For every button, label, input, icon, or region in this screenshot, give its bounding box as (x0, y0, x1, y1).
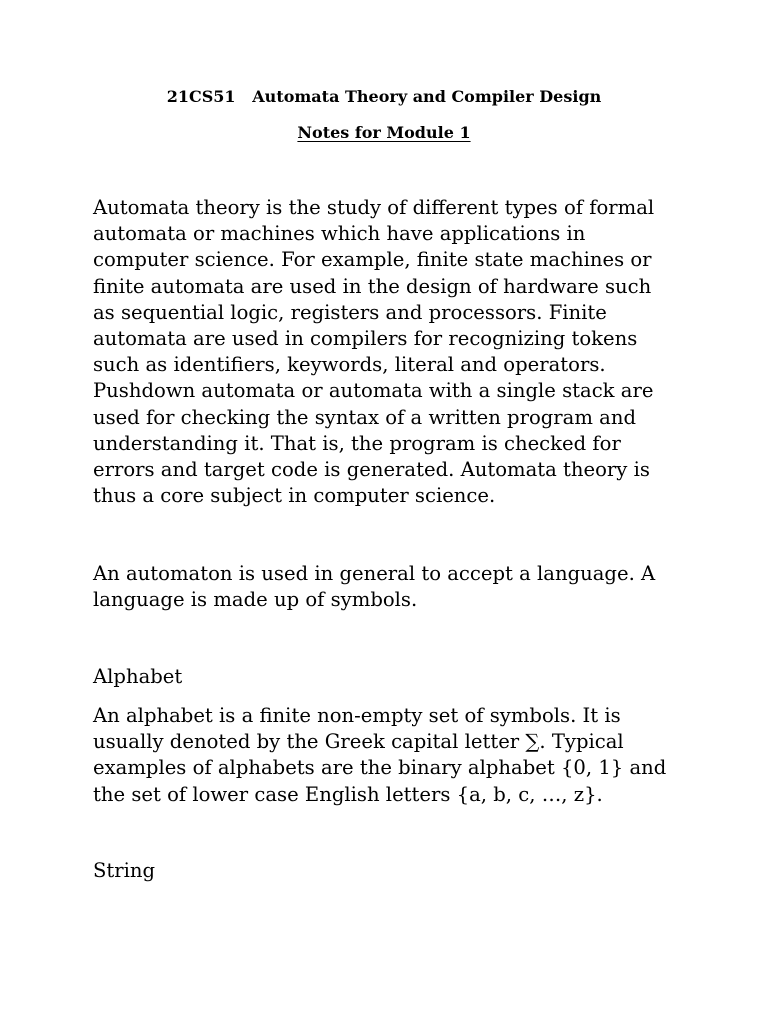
text-line: errors and target code is generated. Automata theory is (93, 458, 650, 482)
alphabet-paragraph (93, 703, 693, 808)
text-line: understanding it. That is, the program is checked for (93, 431, 621, 455)
text-line: Automata theory is the study of different types of formal (93, 196, 655, 219)
text-line: as sequential logic, registers and processors. Finite (93, 300, 607, 324)
alphabet-heading: Alphabet (93, 665, 183, 688)
intro-paragraph (93, 195, 693, 509)
text-line: the set of lower case English letters {a, b, c, …, z}. (93, 782, 603, 806)
text-line: An automaton is used in general to accept a language. A (93, 562, 656, 585)
text-line: such as identifiers, keywords, literal and operators. (93, 353, 606, 377)
text-line: examples of alphabets are the binary alphabet {0, 1} and (93, 756, 667, 780)
course-title: 21CS51 Automata Theory and Compiler Design (166, 87, 602, 106)
text-line: automata are used in compilers for recognizing tokens (93, 327, 638, 351)
notes-title (0, 122, 768, 144)
text-line: usually denoted by the Greek capital letter ∑. Typical (93, 730, 624, 754)
text-line: used for checking the syntax of a written program and (93, 405, 636, 429)
string-heading: String (93, 859, 156, 882)
notes-title-text: Notes for Module 1 (297, 123, 471, 142)
text-line: An alphabet is a finite non-empty set of symbols. It is (93, 704, 621, 727)
text-line: language is made up of symbols. (93, 588, 418, 612)
text-line: Pushdown automata or automata with a single stack are (93, 379, 654, 403)
automaton-paragraph (93, 561, 693, 613)
text-line: finite automata are used in the design of hardware such (93, 274, 652, 298)
text-line: automata or machines which have applications in (93, 222, 586, 246)
text-line: computer science. For example, finite state machines or (93, 248, 652, 272)
text-line: thus a core subject in computer science. (93, 484, 496, 508)
